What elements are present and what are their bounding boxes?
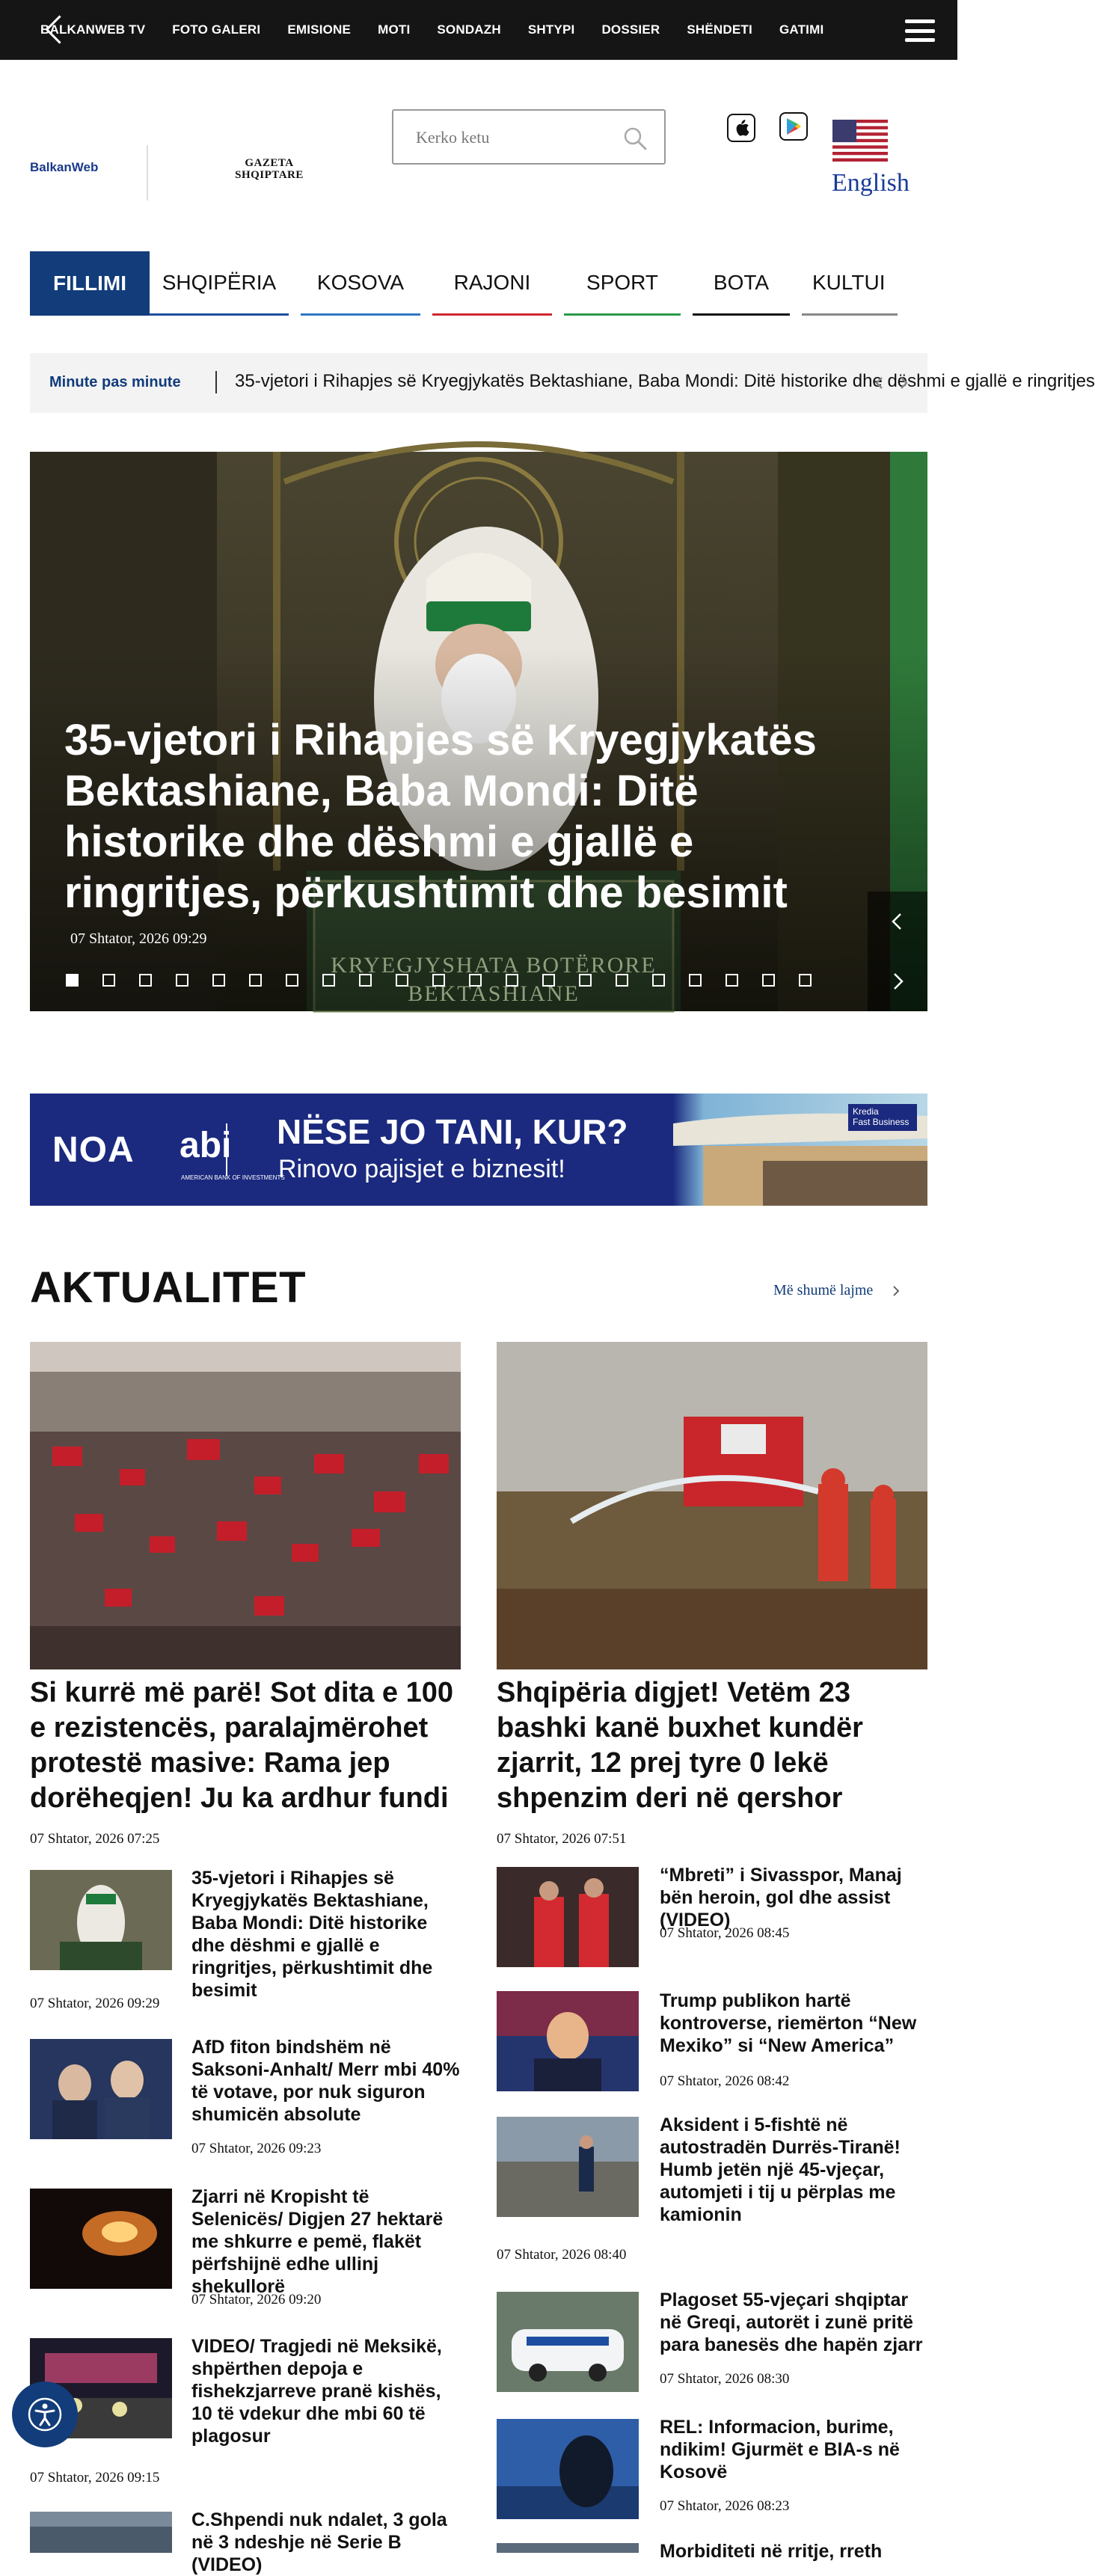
- topnav-gatimi[interactable]: GATIMI: [779, 22, 824, 37]
- thumb-right-2[interactable]: [497, 1991, 639, 2091]
- hero-slide-dot-5[interactable]: [212, 974, 225, 987]
- thumb-left-1[interactable]: [30, 1870, 172, 1970]
- featured-image-firefighters[interactable]: [497, 1342, 927, 1669]
- left-list-headline-5[interactable]: C.Shpendi nuk ndalet, 3 gola në 3 ndeshje në Serie B (VIDEO): [191, 2509, 447, 2575]
- chevron-left-icon: [886, 910, 909, 933]
- hero-slider[interactable]: [30, 452, 927, 1011]
- balkanweb-logo[interactable]: BalkanWeb: [30, 160, 99, 174]
- hero-slide-dot-19[interactable]: [726, 974, 738, 987]
- accessibility-button[interactable]: [12, 2382, 78, 2447]
- ticker-next-icon[interactable]: [893, 372, 914, 393]
- category-rajoni[interactable]: RAJONI: [432, 251, 552, 316]
- section-title: AKTUALITET: [30, 1263, 307, 1312]
- google-play-icon[interactable]: [779, 112, 808, 141]
- top-nav: [40, 0, 850, 60]
- category-shqiperia[interactable]: SHQIPËRIA: [150, 251, 289, 316]
- thumb-left-5[interactable]: [30, 2512, 172, 2553]
- app-store-apple-icon[interactable]: [727, 114, 755, 142]
- hero-next-button[interactable]: [868, 951, 927, 1011]
- us-flag-icon[interactable]: [832, 120, 888, 162]
- ticker-label: Minute pas minute: [49, 374, 181, 390]
- right-list-headline-6[interactable]: Morbiditeti në rritje, rreth: [660, 2541, 883, 2562]
- thumb-left-3[interactable]: [30, 2189, 172, 2289]
- hero-slide-dot-4[interactable]: [176, 974, 188, 987]
- ticker-prev-icon[interactable]: [869, 372, 890, 393]
- thumb-right-5[interactable]: [497, 2419, 639, 2519]
- topnav-sondazh[interactable]: SONDAZH: [437, 22, 501, 37]
- topnav-emisione[interactable]: EMISIONE: [287, 22, 352, 37]
- hero-slide-dot-16[interactable]: [616, 974, 628, 987]
- gazeta-logo-line2: SHQIPTARE: [235, 169, 304, 181]
- left-list-date-3: 07 Shtator, 2026 09:20: [191, 2292, 322, 2307]
- gazeta-shqiptare-logo[interactable]: [217, 157, 322, 181]
- banner-abi-logo: abi: [180, 1126, 232, 1165]
- logo-divider: [147, 145, 148, 200]
- language-english-link[interactable]: English: [832, 169, 910, 197]
- hero-slide-dot-17[interactable]: [652, 974, 665, 987]
- hamburger-menu-icon[interactable]: [905, 19, 935, 42]
- chevron-right-icon[interactable]: [890, 1285, 902, 1297]
- topnav-moti[interactable]: MOTI: [378, 22, 411, 37]
- category-sport[interactable]: SPORT: [564, 251, 681, 316]
- category-kultura[interactable]: KULTUI: [802, 251, 898, 316]
- thumb-right-1[interactable]: [497, 1867, 639, 1967]
- hero-slide-dot-3[interactable]: [139, 974, 152, 987]
- hero-headline[interactable]: 35-vjetori i Rihapjes së Kryegjykatës Bektashiane, Baba Mondi: Ditë historike dhe dëshmi e gjallë e ringritjes, përkushtimit dhe besimit: [64, 716, 817, 917]
- top-navigation-bar: [0, 0, 957, 60]
- hero-date: 07 Shtator, 2026 09:29: [70, 930, 207, 947]
- search-input[interactable]: [416, 124, 610, 151]
- hero-slide-dot-10[interactable]: [396, 974, 408, 987]
- hero-slide-dot-20[interactable]: [762, 974, 775, 987]
- right-list-headline-2[interactable]: Trump publikon hartë kontroverse, riemërton “New Mexiko” si “New America”: [660, 1990, 917, 2056]
- hero-prev-button[interactable]: [868, 892, 927, 951]
- right-list-headline-4[interactable]: Plagoset 55-vjeçari shqiptar në Greqi, autorët i zunë pritë para banesës dhe hapën zjarr: [660, 2290, 923, 2355]
- hero-slide-dot-18[interactable]: [689, 974, 702, 987]
- right-list-date-1: 07 Shtator, 2026 08:45: [660, 1925, 790, 1941]
- left-list-headline-4[interactable]: VIDEO/ Tragjedi në Meksikë, shpërthen depoja e fishekzjarreve pranë kishës, 10 të vdekur dhe mbi 60 të plagosur: [191, 2336, 442, 2447]
- right-list-date-2: 07 Shtator, 2026 08:42: [660, 2073, 790, 2089]
- topnav-shendeti[interactable]: SHËNDETI: [687, 22, 752, 37]
- hero-slide-dot-7[interactable]: [286, 974, 298, 987]
- hero-slide-dot-9[interactable]: [359, 974, 372, 987]
- banner-noa-logo: NOA: [52, 1130, 135, 1170]
- hero-slide-dot-14[interactable]: [542, 974, 555, 987]
- featured-date-left: 07 Shtator, 2026 07:25: [30, 1831, 160, 1847]
- banner-headline: NËSE JO TANI, KUR?: [277, 1112, 628, 1151]
- topnav-foto-galeri[interactable]: FOTO GALERI: [172, 22, 261, 37]
- topnav-balkanweb-tv[interactable]: BALKANWEB TV: [40, 22, 146, 37]
- banner-badge-line2: Fast Business: [853, 1117, 910, 1127]
- topnav-dossier[interactable]: DOSSIER: [601, 22, 660, 37]
- hero-slide-dot-12[interactable]: [469, 974, 482, 987]
- hero-slide-dot-15[interactable]: [579, 974, 592, 987]
- category-kosova[interactable]: KOSOVA: [301, 251, 420, 316]
- search-icon[interactable]: [622, 126, 648, 151]
- more-news-link[interactable]: Më shumë lajme: [773, 1282, 874, 1298]
- hero-podium-line1: KRYEGJYSHATA BOTËRORE: [331, 953, 657, 978]
- category-fillimi[interactable]: FILLIMI: [30, 251, 150, 316]
- left-list-headline-2[interactable]: AfD fiton bindshëm në Saksoni-Anhalt/ Merr mbi 40% të votave, por nuk siguron shumicën absolute: [191, 2037, 460, 2125]
- accessibility-icon: [27, 2396, 63, 2432]
- right-list-headline-5[interactable]: REL: Informacion, burime, ndikim! Gjurmët e BIA-s në Kosovë: [660, 2417, 900, 2483]
- banner-abi-subtitle: AMERICAN BANK OF INVESTMENTS: [181, 1174, 285, 1181]
- breaking-news-ticker: [30, 353, 1095, 413]
- featured-image-protest[interactable]: [30, 1342, 461, 1669]
- right-list-headline-1[interactable]: “Mbreti” i Sivasspor, Manaj bën heroin, gol dhe assist (VIDEO): [660, 1865, 902, 1931]
- hero-slide-dot-2[interactable]: [102, 974, 115, 987]
- banner-badge: [848, 1104, 917, 1131]
- thumb-right-3[interactable]: [497, 2117, 639, 2217]
- thumb-right-4[interactable]: [497, 2292, 639, 2392]
- banner-badge-line1: Kredia: [853, 1106, 879, 1117]
- thumb-right-6[interactable]: [497, 2543, 639, 2553]
- hero-podium-line2: BEKTASHIANE: [408, 981, 580, 1006]
- left-list-headline-3[interactable]: Zjarri në Kropisht të Selenicës/ Digjen 27 hektarë me shkurre e pemë, flakët përfshijnë edhe ullinj shekullorë: [191, 2186, 444, 2297]
- ad-banner[interactable]: [30, 1094, 927, 1206]
- hero-slide-dot-21[interactable]: [799, 974, 812, 987]
- left-list-date-4: 07 Shtator, 2026 09:15: [30, 2470, 160, 2485]
- left-list-headline-1[interactable]: 35-vjetori i Rihapjes së Kryegjykatës Bektashiane, Baba Mondi: Ditë historike dhe dëshmi e gjallë e ringritjes, përkushtimit dhe besimit: [191, 1868, 433, 2001]
- right-list-date-4: 07 Shtator, 2026 08:30: [660, 2371, 790, 2387]
- right-list-date-3: 07 Shtator, 2026 08:40: [497, 2247, 627, 2263]
- thumb-left-2[interactable]: [30, 2039, 172, 2139]
- ticker-divider: [215, 371, 217, 393]
- right-list-headline-3[interactable]: Aksident i 5-fishtë në autostradën Durrës-Tiranë! Humb jetën një 45-vjeçar, automjeti i tij u përplas me kamionin: [660, 2115, 901, 2225]
- hero-slide-dot-6[interactable]: [249, 974, 262, 987]
- featured-headline-right[interactable]: Shqipëria digjet! Vetëm 23 bashki kanë buxhet kundër zjarrit, 12 prej tyre 0 lekë shpenzim deri në qershor: [497, 1677, 863, 1814]
- category-bota[interactable]: BOTA: [693, 251, 790, 316]
- featured-headline-left[interactable]: Si kurrë më parë! Sot dita e 100 e rezistencës, paralajmërohet protestë masive: Rama jep dorëheqjen! Ju ka ardhur fundi: [30, 1677, 454, 1814]
- left-list-date-1: 07 Shtator, 2026 09:29: [30, 1996, 160, 2011]
- search-box: [392, 109, 666, 165]
- topnav-shtypi[interactable]: SHTYPI: [527, 22, 575, 37]
- hero-slide-dot-1[interactable]: [66, 974, 79, 987]
- featured-date-right: 07 Shtator, 2026 07:51: [497, 1831, 627, 1847]
- hero-slide-dot-8[interactable]: [322, 974, 335, 987]
- right-list-date-5: 07 Shtator, 2026 08:23: [660, 2498, 790, 2514]
- banner-subline: Rinovo pajisjet e biznesit!: [278, 1155, 565, 1183]
- gazeta-logo-line1: GAZETA: [245, 157, 294, 169]
- chevron-right-icon: [886, 970, 909, 993]
- left-list-date-2: 07 Shtator, 2026 09:23: [191, 2141, 322, 2156]
- hero-slide-dot-11[interactable]: [432, 974, 445, 987]
- hero-pagination: [66, 974, 812, 987]
- hero-slide-dot-13[interactable]: [506, 974, 518, 987]
- ticker-headline[interactable]: 35-vjetori i Rihapjes së Kryegjykatës Bektashiane, Baba Mondi: Ditë historike dhe dëshmi e gjallë e ringritjes: [235, 371, 1095, 391]
- category-nav: [30, 251, 898, 316]
